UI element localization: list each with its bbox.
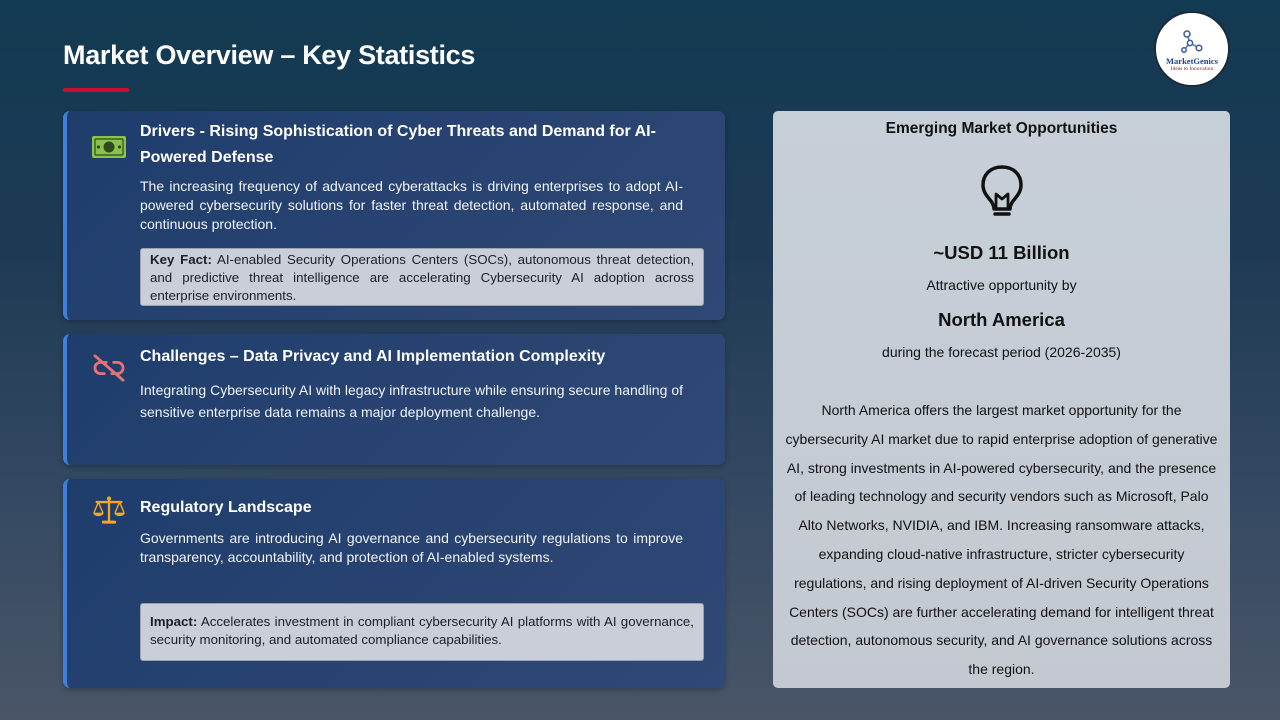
- impact-text: Accelerates investment in compliant cybersecurity AI platforms with AI governance, security monitoring, and automated compliance capabilities.: [150, 614, 694, 647]
- key-fact-label: Key Fact:: [150, 252, 212, 267]
- opportunities-panel: [773, 111, 1230, 688]
- key-fact-box: [140, 248, 704, 306]
- impact-label: Impact:: [150, 614, 198, 629]
- impact-box: [140, 603, 704, 661]
- drivers-title: Drivers - Rising Sophistication of Cyber Threats and Demand for AI-Powered Defense: [140, 123, 656, 166]
- company-logo: [1154, 11, 1230, 87]
- regulatory-body: Governments are introducing AI governance and cybersecurity regulations to improve transparency, accountability, and protection of AI-enabled systems.: [140, 530, 683, 565]
- opportunity-region: North America: [938, 309, 1065, 330]
- broken-link-icon: [90, 353, 128, 383]
- challenges-card: [63, 334, 725, 465]
- logo-name: MarketGenics: [1166, 55, 1218, 66]
- opportunity-value: ~USD 11 Billion: [933, 242, 1070, 263]
- challenges-body: Integrating Cybersecurity AI with legacy infrastructure while ensuring secure handling of sensitive enterprise data remains a major deployment challenge.: [140, 382, 683, 420]
- opportunity-description: North America offers the largest market opportunity for the cybersecurity AI market due to rapid enterprise adoption of generative AI, strong investments in AI-powered cybersecurity, and the presence of leading technology and security vendors such as Microsoft, Palo Alto Networks, NVIDIA, and IBM. Increasing ransomware attacks, expanding cloud-native infrastructure, stricter cybersecurity regulations, and rising deployment of AI-driven Security Operations Centers (SOCs) are further accelerating demand for intelligent threat detection, autonomous security, and AI governance solutions across the region.: [785, 402, 1218, 678]
- challenges-title: Challenges – Data Privacy and AI Implementation Complexity: [140, 348, 606, 365]
- title-underline: [63, 88, 129, 92]
- balance-scale-icon: [90, 495, 128, 525]
- forecast-period: during the forecast period (2026-2035): [882, 344, 1121, 360]
- network-icon: [1179, 29, 1205, 55]
- drivers-card: [63, 111, 725, 320]
- key-fact-text: AI-enabled Security Operations Centers (SOCs), autonomous threat detection, and predictive threat intelligence are accelerating Cybersecurity AI adoption across enterprise environments.: [150, 252, 695, 303]
- opportunities-heading: Emerging Market Opportunities: [885, 120, 1118, 137]
- logo-tagline: Ideas to Innovation: [1170, 65, 1214, 72]
- page-title: Market Overview – Key Statistics: [63, 40, 476, 70]
- lightbulb-icon: [979, 164, 1025, 218]
- regulatory-card: [63, 479, 725, 688]
- opportunity-subtitle: Attractive opportunity by: [926, 277, 1077, 293]
- drivers-body: The increasing frequency of advanced cyberattacks is driving enterprises to adopt AI-powered cybersecurity solutions for faster threat detection, automated response, and continuous protection.: [140, 178, 683, 232]
- regulatory-title: Regulatory Landscape: [140, 499, 312, 516]
- money-icon: [90, 132, 128, 162]
